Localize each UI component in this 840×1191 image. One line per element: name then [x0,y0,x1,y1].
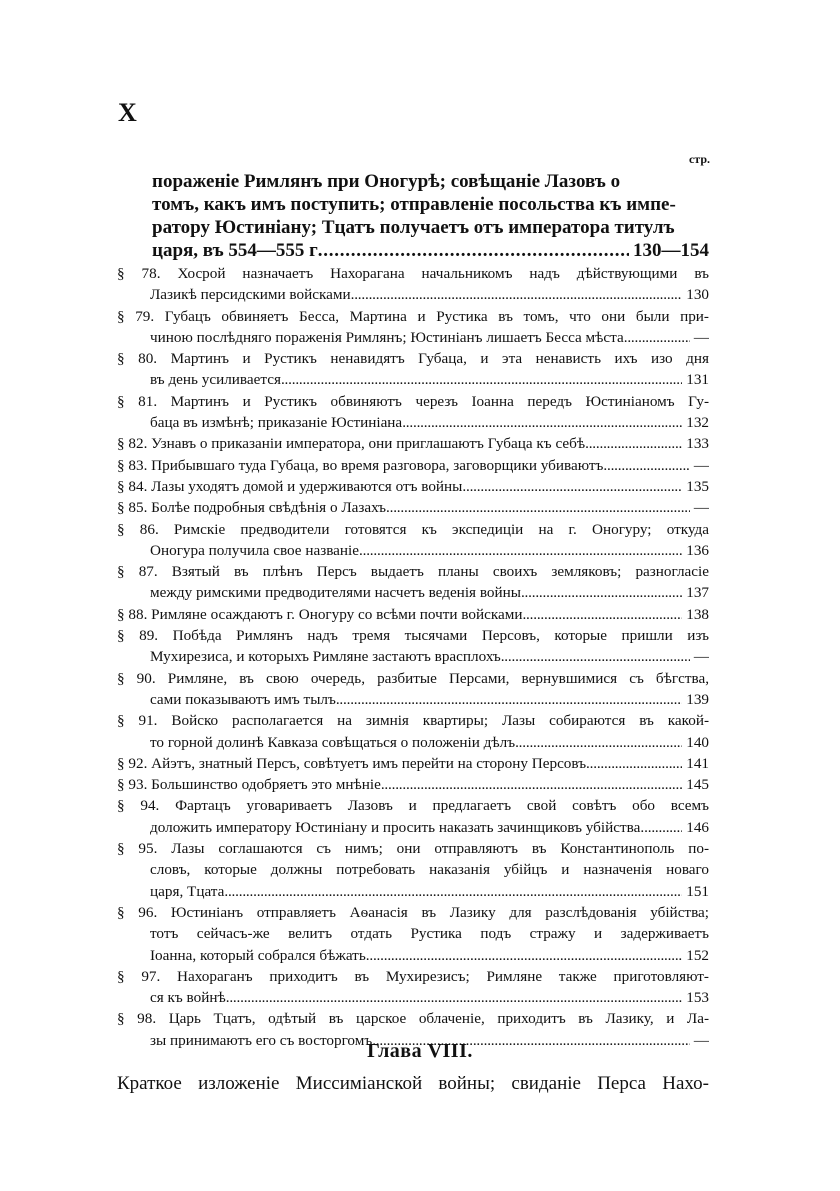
dot-leader [226,987,683,1008]
page-ref: — [693,328,709,346]
entry-text: § 91. Войско располагается на зимнія квартиры; Лазы собираются въ какой- [117,712,709,730]
toc-entry-line [117,433,709,454]
page-ref: — [693,1031,709,1049]
intro-line: пораженіе Римлянъ при Оногурѣ; совѣщаніе Лазовъ о [152,171,621,192]
toc-entry [117,391,709,434]
toc-entry [117,519,709,562]
entry-text: словъ, которые должны потребовать наказанія убійцъ и назначенія новаго [150,861,709,879]
entry-text: § 85. Болѣе подробныя свѣдѣнія о Лазахъ [117,499,386,517]
toc-entry-line [117,859,709,880]
entry-text: ся къ войнѣ [150,989,226,1007]
entry-text: доложить императору Юстиніану и просить наказать зачинщиковъ убійства. [150,818,645,836]
entry-text: § 95. Лазы соглашаются съ нимъ; они отправляютъ въ Константинополь по- [117,840,709,858]
toc-entry-line [117,817,709,838]
dot-leader [224,881,682,902]
toc-entry-line [117,455,709,476]
toc-entry-line [117,540,709,561]
toc-entry-line [117,348,709,369]
toc-entry-line [117,902,709,923]
toc-entry [117,795,709,838]
entry-text: Іоанна, который собрался бѣжать [150,946,366,964]
toc-entry-line [117,263,709,284]
entry-text: § 92. Айэтъ, знатный Персъ, совѣтуетъ имъ перейти на сторону Персовъ [117,754,587,772]
dot-leader [585,433,682,454]
toc-entry [117,433,709,454]
toc-entry [117,838,709,902]
intro-line: ратору Юстиніану; Тцатъ получаетъ отъ императора титулъ [152,217,675,238]
page-ref: 152 [686,946,709,964]
toc-entry-line [117,732,709,753]
toc-entry [117,263,709,306]
toc-entry-line [117,391,709,412]
toc-entry [117,668,709,711]
toc-entry [117,710,709,753]
entry-text: § 83. Прибывшаго туда Губаца, во время разговора, заговорщики убиваютъ [117,456,604,474]
page-ref: 146 [686,818,709,836]
dot-leader [281,369,682,390]
entry-text: § 98. Царь Тцатъ, одѣтый въ царское облаченіе, приходитъ въ Лазику, и Ла- [117,1010,709,1028]
entry-text: Лазикѣ персидскими войсками [150,286,351,304]
toc-entry-line [117,306,709,327]
page-ref: 153 [686,989,709,1007]
toc-entry-line [117,284,709,305]
entry-text: между римскими предводителями насчетъ веденія войны [150,584,521,602]
intro-entry [152,170,709,262]
entry-text: Оногура получила свое названіе [150,541,360,559]
page-ref: 139 [686,690,709,708]
page-ref: 136 [686,541,709,559]
page-ref: 140 [686,733,709,751]
entry-text: § 78. Хосрой назначаетъ Нахорагана начальникомъ надъ дѣйствующими въ [117,265,709,282]
toc-entry [117,625,709,668]
entry-text: § 86. Римскіе предводители готовятся къ экспедиціи на г. Оногуру; откуда [117,520,709,538]
toc-entry [117,774,709,795]
page-ref: — [693,499,709,517]
entry-text: § 80. Мартинъ и Рустикъ ненавидятъ Губаца, и эта ненависть ихъ изо дня [117,350,709,368]
toc-entry-line [117,774,709,795]
toc-entry [117,753,709,774]
toc-entry-line [117,476,709,497]
dot-leader [462,476,682,497]
toc-entry-line [117,689,709,710]
toc-entry [117,476,709,497]
entry-text: въ день усиливается [150,371,281,389]
dot-leader [603,455,689,476]
entry-text: чиною послѣдняго пораженія Римлянъ; Юстиніанъ лишаетъ Бесса мѣста [150,328,624,346]
entry-text: § 90. Римляне, въ свою очередь, разбитые Персами, вернувшимися съ бѣгства, [117,669,709,687]
toc-entry [117,561,709,604]
dot-leader [521,582,682,603]
entry-text: царя, Тцата [150,882,225,900]
toc-entry-line [117,668,709,689]
toc-entry [117,497,709,518]
entry-text: § 84. Лазы уходятъ домой и удерживаются отъ войны [117,477,463,495]
dot-leader [336,689,682,710]
page-ref: 132 [686,414,709,432]
toc-entry [117,455,709,476]
dot-leader [318,239,629,262]
dot-leader [359,540,682,561]
entry-text: § 96. Юстиніанъ отправляетъ Аѳанасія въ Лазику для разслѣдованія убійства; [117,903,709,921]
page-ref: 141 [686,754,709,772]
entry-text: § 87. Взятый въ плѣнъ Персъ выдаетъ планы своихъ земляковъ; разногласіе [117,563,709,581]
toc-entry [117,966,709,1009]
toc-entry-line [117,923,709,944]
toc-entry-line [117,561,709,582]
dot-leader [386,497,690,518]
toc-entry-line [117,604,709,625]
toc-entry [117,902,709,966]
page-ref: — [693,648,709,666]
dot-leader [624,327,690,348]
dot-leader [586,753,682,774]
dot-leader [515,732,682,753]
chapter-summary-line: Краткое изложеніе Миссиміанской войны; свиданіе Перса Нахо- [117,1073,709,1094]
toc-entry [117,604,709,625]
entry-text: Мухирезиса, и которыхъ Римляне застаютъ врасплохъ [150,648,501,666]
entry-text: § 82. Узнавъ о приказаніи императора, они приглашаютъ Губаца къ себѣ [117,435,586,453]
page-ref: 133 [686,435,709,453]
toc-entry [117,348,709,391]
page-ref: 138 [686,605,709,623]
toc-entry-line [117,838,709,859]
page-ref: 145 [686,776,709,794]
toc-entry-line [117,327,709,348]
toc-entry-line [117,625,709,646]
entry-text: § 89. Побѣда Римлянъ надъ тремя тысячами Персовъ, которые пришли изъ [117,627,709,645]
intro-last-line [152,239,709,262]
toc-entry-line [117,497,709,518]
toc-entry-line [117,369,709,390]
entry-text: баца въ измѣнѣ; приказаніе Юстиніана [150,414,403,432]
entry-text: § 79. Губацъ обвиняетъ Бесса, Мартина и Рустика въ томъ, что они были при- [117,307,709,325]
intro-line: царя, въ 554—555 г [152,240,318,261]
page-ref: 137 [686,584,709,602]
toc-entry-line [117,795,709,816]
toc-entry [117,306,709,349]
toc-entry-line [117,881,709,902]
entry-text: зы принимаютъ его съ восторгомъ [150,1031,373,1049]
dot-leader [381,774,682,795]
toc-entry-line [117,945,709,966]
intro-line: томъ, какъ имъ поступить; отправленіе посольства къ импе- [152,194,676,215]
page-ref: — [693,456,709,474]
toc-entry-line [117,582,709,603]
chapter-heading: Глава VIII. [367,1040,473,1062]
dot-leader [522,604,682,625]
page-ref: 131 [686,371,709,389]
entry-text: § 94. Фартацъ уговариваетъ Лазовъ и предлагаетъ свой совѣтъ обо всемъ [117,797,709,815]
dot-leader [351,284,683,305]
toc-entry-line [117,753,709,774]
toc-entry-line [117,1008,709,1029]
entry-text: тотъ сейчасъ-же велитъ отдать Рустика подъ стражу и задерживаетъ [150,925,709,943]
table-of-contents [117,263,709,1051]
toc-entry-line [117,710,709,731]
page-ref: 151 [686,882,709,900]
entry-text: то горной долинѣ Кавказа совѣщаться о положеніи дѣлъ [150,733,516,751]
dot-leader [644,817,682,838]
dot-leader [501,646,690,667]
page-ref: 130 [686,286,709,304]
toc-entry-line [117,646,709,667]
entry-text: сами показываютъ имъ тылъ [150,690,336,708]
dot-leader [402,412,682,433]
page-ref: 130—154 [633,240,709,261]
entry-text: § 81. Мартинъ и Рустикъ обвиняютъ черезъ Іоанна передъ Юстиніаномъ Гу- [117,392,709,410]
toc-entry-line [117,412,709,433]
toc-entry-line [117,966,709,987]
dot-leader [366,945,682,966]
entry-text: § 93. Большинство одобряетъ это мнѣніе [117,776,381,794]
toc-entry-line [117,519,709,540]
page-ref: 135 [686,477,709,495]
toc-entry-line [117,987,709,1008]
entry-text: § 88. Римляне осаждаютъ г. Оногуру со всѣми почти войсками [117,605,523,623]
entry-text: § 97. Нахораганъ приходитъ въ Мухирезисъ; Римляне также приготовляют- [117,967,709,985]
page-number: X [118,98,138,127]
page-column-label: стр. [688,152,710,166]
